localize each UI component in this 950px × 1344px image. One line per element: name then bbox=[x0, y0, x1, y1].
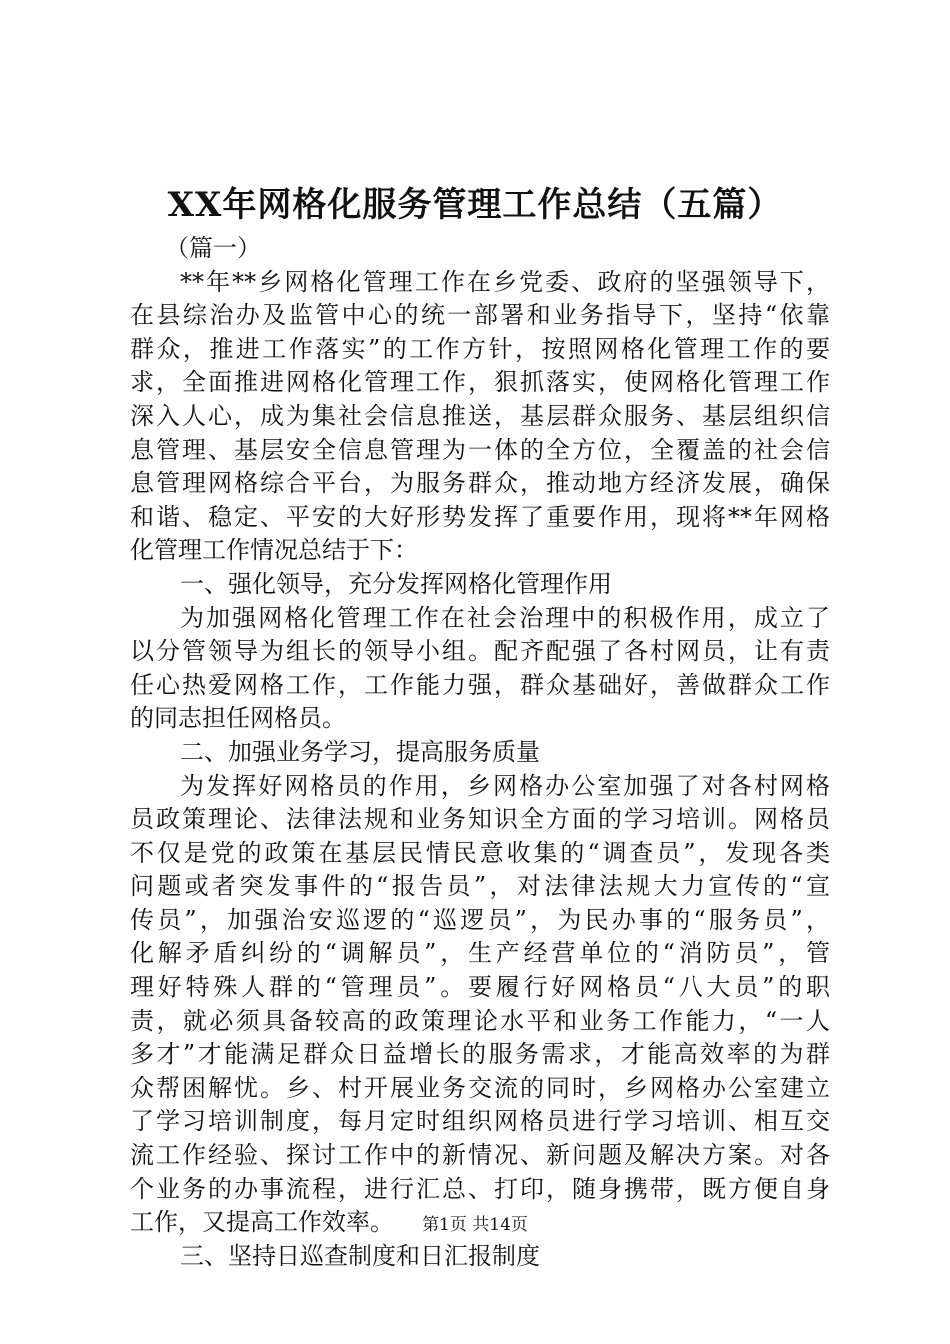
body-text-line: 众帮困解忧。乡、村开展业务交流的同时，乡网格办公室建立 bbox=[130, 1073, 830, 1102]
body-text-line: 以分管领导为组长的领导小组。配齐配强了各村网员，让有责 bbox=[130, 637, 830, 666]
body-text-line: 多才”才能满足群众日益增长的服务需求，才能高效率的为群 bbox=[130, 1040, 830, 1069]
body-text-line: 群众，推进工作落实”的工作方针，按照网格化管理工作的要 bbox=[130, 334, 830, 363]
body-text-line: 流工作经验、探讨工作中的新情况、新问题及解决方案。对各 bbox=[130, 1141, 830, 1170]
body-text-line: 不仅是党的政策在基层民情民意收集的“调查员”，发现各类 bbox=[130, 838, 830, 867]
body-text-line: 为加强网格化管理工作在社会治理中的积极作用，成立了 bbox=[180, 603, 830, 632]
body-text-line: 理好特殊人群的“管理员”。要履行好网格员“八大员”的职 bbox=[130, 973, 830, 1002]
body-text-line: 个业务的办事流程，进行汇总、打印，随身携带，既方便自身 bbox=[130, 1174, 830, 1203]
body-text-line: （篇一） bbox=[165, 234, 261, 262]
body-text-line: 员政策理论、法律法规和业务知识全方面的学习培训。网格员 bbox=[130, 805, 830, 834]
body-text-line: 的同志担任网格员。 bbox=[130, 704, 346, 733]
document-title: XX年网格化服务管理工作总结（五篇） bbox=[167, 185, 783, 225]
page-number-footer: 第1页 共14页 bbox=[422, 1215, 528, 1235]
body-text-line: 和谐、稳定、平安的大好形势发挥了重要作用，现将**年网格 bbox=[130, 502, 830, 531]
body-text-line: 任心热爱网格工作，工作能力强，群众基础好，善做群众工作 bbox=[130, 670, 830, 699]
body-text-line: 息管理网格综合平台，为服务群众，推动地方经济发展，确保 bbox=[130, 469, 830, 498]
document-body bbox=[130, 232, 830, 1273]
body-text-line: 一、强化领导，充分发挥网格化管理作用 bbox=[180, 569, 612, 598]
body-text-line: 在县综治办及监管中心的统一部署和业务指导下，坚持“依靠 bbox=[130, 301, 830, 330]
body-text-line: 化管理工作情况总结于下： bbox=[130, 536, 418, 565]
body-text-line: 为发挥好网格员的作用，乡网格办公室加强了对各村网格 bbox=[180, 771, 830, 800]
body-text-line: 二、加强业务学习，提高服务质量 bbox=[180, 737, 540, 766]
body-text-line: 传员”，加强治安巡逻的“巡逻员”，为民办事的“服务员”， bbox=[130, 905, 830, 934]
body-text-line: 工作，又提高工作效率。 bbox=[130, 1208, 394, 1237]
body-text-line: 问题或者突发事件的“报告员”，对法律法规大力宣传的“宣 bbox=[130, 872, 830, 901]
body-text-line: 了学习培训制度，每月定时组织网格员进行学习培训、相互交 bbox=[130, 1107, 830, 1136]
body-text-line: 化解矛盾纠纷的“调解员”，生产经营单位的“消防员”，管 bbox=[130, 939, 830, 968]
body-text-line: 求，全面推进网格化管理工作，狠抓落实，使网格化管理工作 bbox=[130, 368, 830, 397]
body-text-line: **年**乡网格化管理工作在乡党委、政府的坚强领导下， bbox=[180, 267, 830, 296]
body-text-line: 息管理、基层安全信息管理为一体的全方位，全覆盖的社会信 bbox=[130, 435, 830, 464]
body-text-line: 责，就必须具备较高的政策理论水平和业务工作能力，“一人 bbox=[130, 1006, 830, 1035]
body-text-line: 三、坚持日巡查制度和日汇报制度 bbox=[180, 1241, 540, 1270]
body-text-line: 深入人心，成为集社会信息推送，基层群众服务、基层组织信 bbox=[130, 401, 830, 430]
